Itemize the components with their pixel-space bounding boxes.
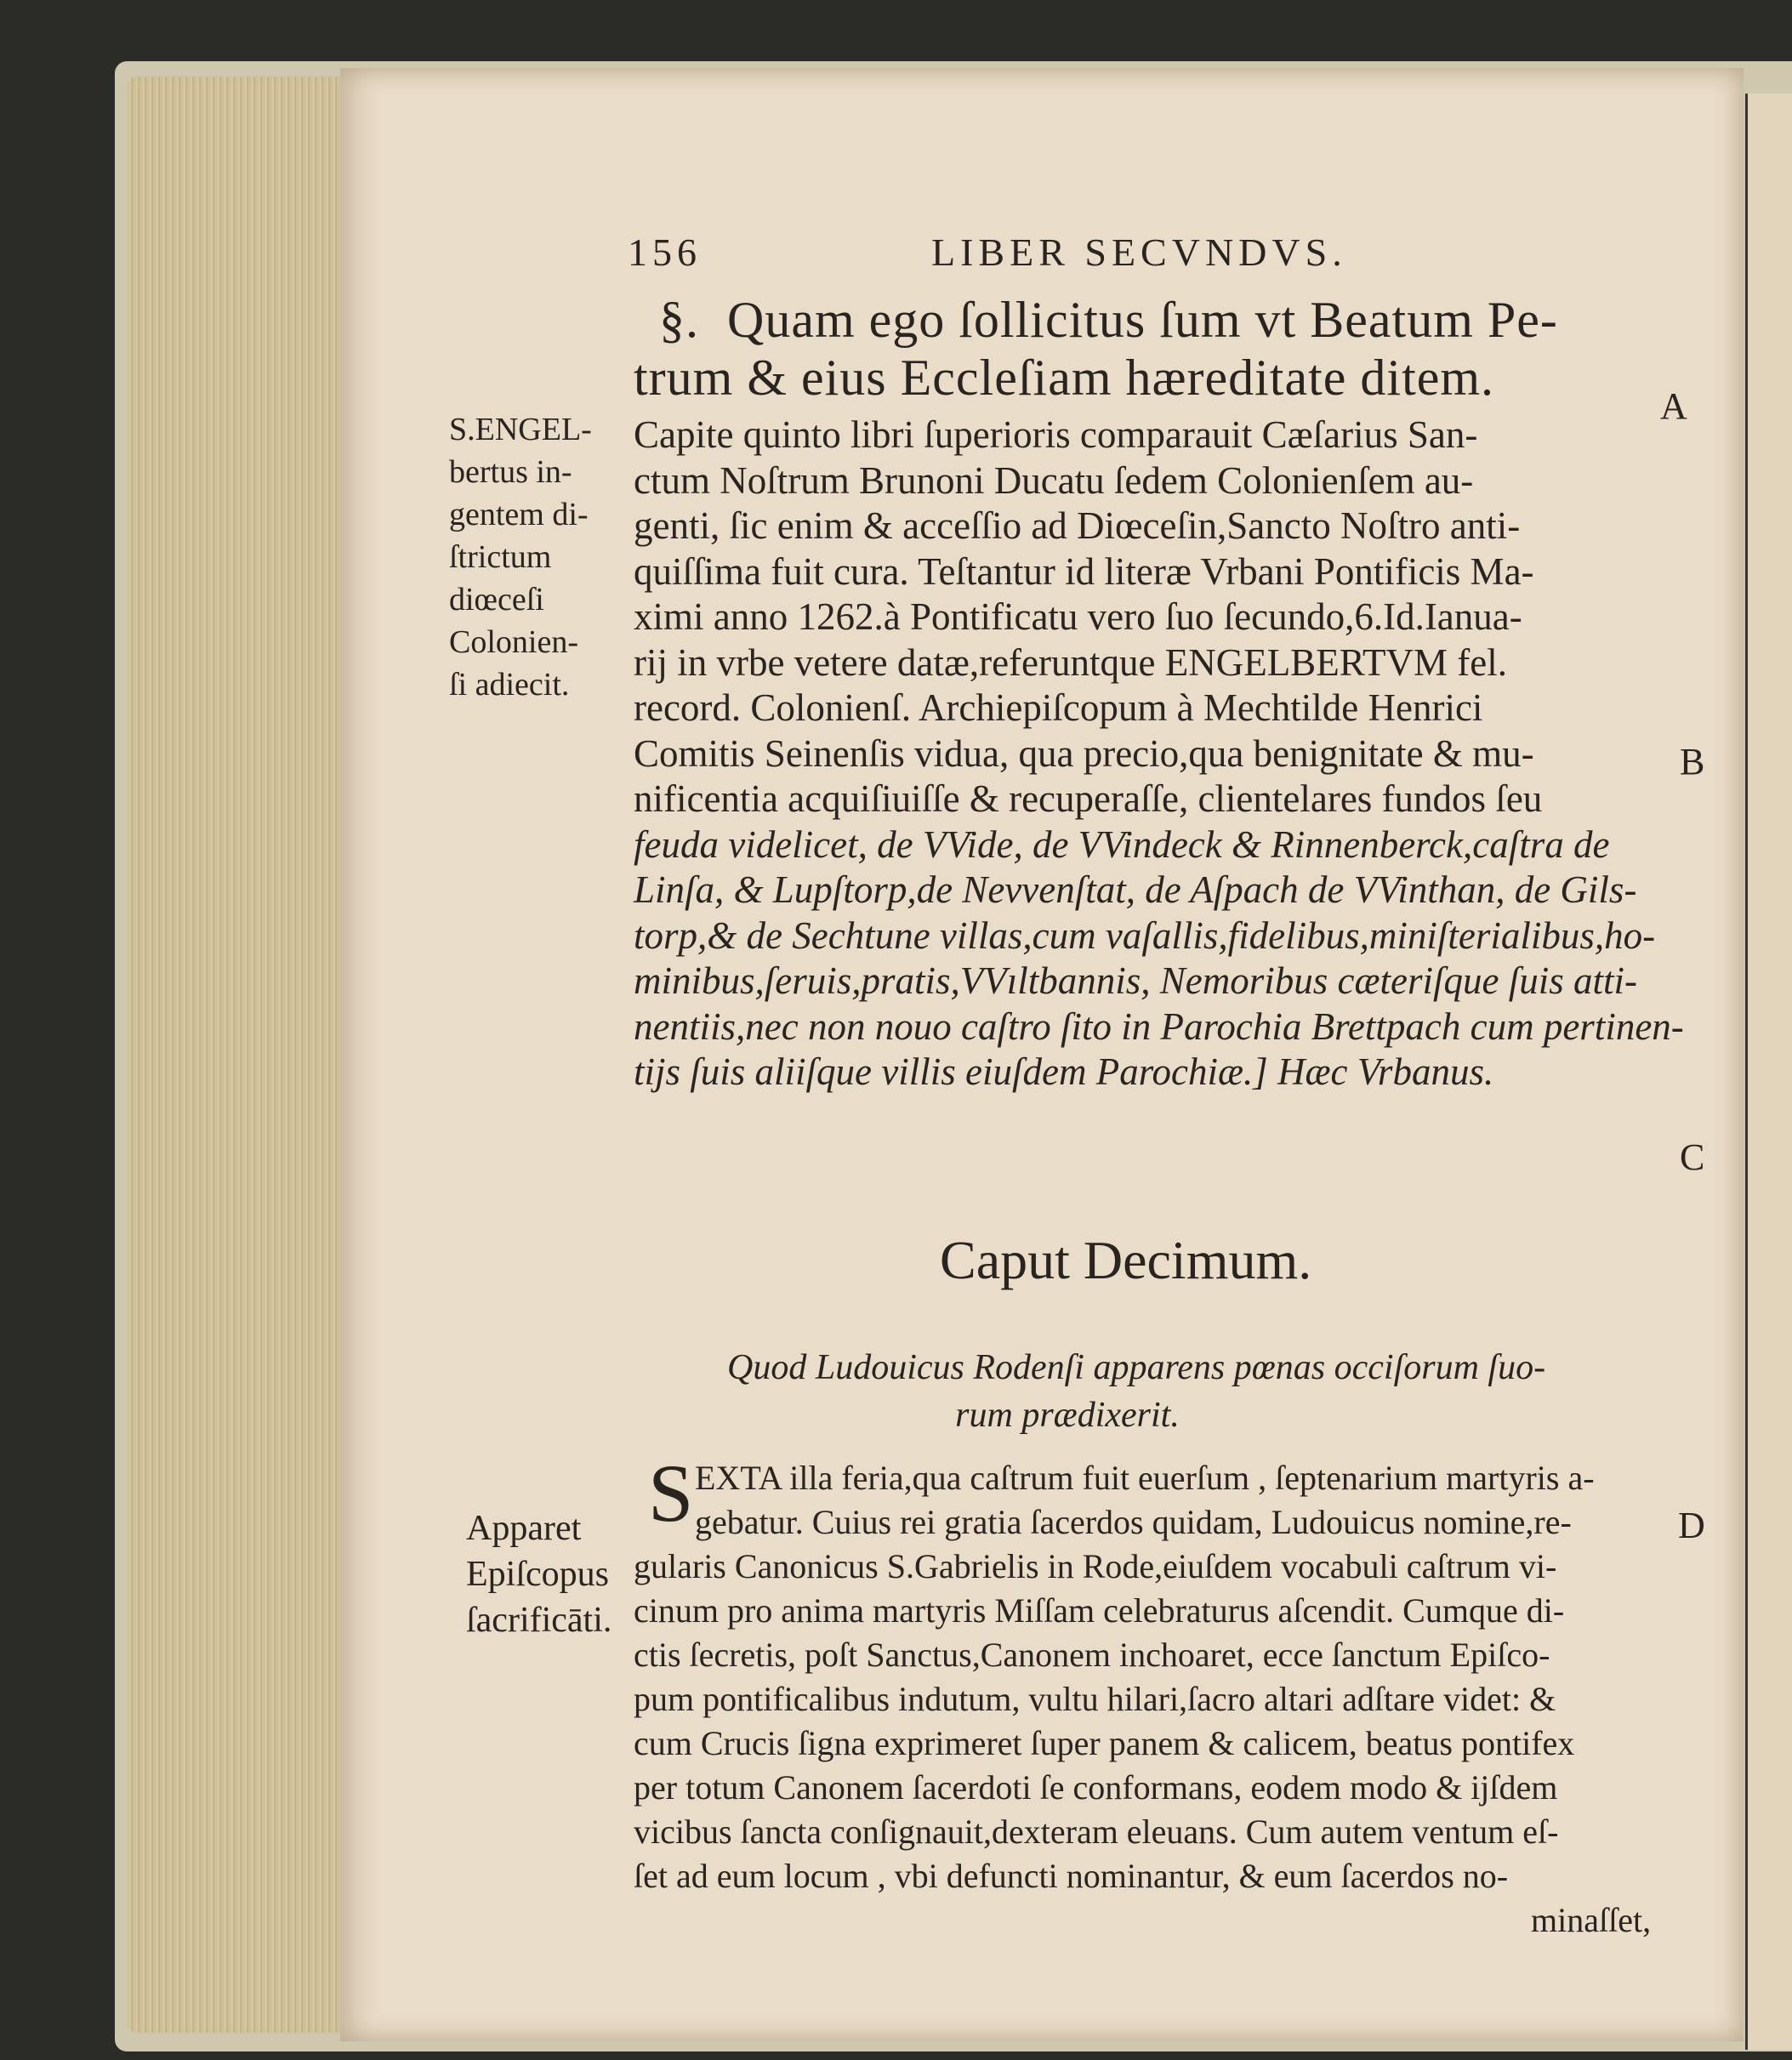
text-line: ximi anno 1262.à Pontificatu vero ſuo ſecundo,6.Id.Ianua- — [634, 595, 1522, 638]
chapter-summary — [727, 1344, 1546, 1439]
text-line: cum Crucis ſigna exprimeret ſuper panem & calicem, beatus pontifex — [634, 1724, 1575, 1762]
text-line: per totum Canonem ſacerdoti ſe conformans, eodem modo & ijſdem — [634, 1768, 1558, 1807]
text-line: EXTA illa feria,qua caſtrum fuit euerſum , ſeptenarium martyris a- — [695, 1459, 1595, 1497]
text-line: nentiis,nec non nouo caſtro ſito in Parochia Brettpach cum pertinen- — [634, 1004, 1684, 1048]
main-line-1: Quam ego ſollicitus ſum vt Beatum Pe- — [727, 292, 1558, 348]
margin-note-line: bertus in- — [449, 454, 572, 490]
text-line: gularis Canonicus S.Gabrielis in Rode,eiuſdem vocabuli caſtrum vi- — [634, 1547, 1557, 1585]
margin-note-line: Epiſcopus — [466, 1555, 609, 1594]
text-line: feuda videlicet, de VVide, de VVindeck & Rinnenberck,caſtra de — [634, 822, 1610, 866]
margin-note-line: Apparet — [466, 1509, 582, 1548]
paragraph-2 — [634, 1456, 1651, 1943]
margin-note-line: ſi adiecit. — [449, 667, 570, 703]
text-line: record. Colonienſ. Archiepiſcopum à Mechtilde Henrici — [634, 686, 1483, 729]
text-line: Linſa, & Lupſtorp,de Nevvenſtat, de Aſpach de VVinthan, de Gils- — [634, 868, 1637, 911]
text-line: gebatur. Cuius rei gratia ſacerdos quidam, Ludouicus nomine,re- — [695, 1503, 1572, 1541]
text-line: nificentia acquiſiuiſſe & recuperaſſe, clientelares fundos ſeu — [634, 777, 1543, 820]
margin-note-line: S.ENGEL- — [449, 412, 592, 447]
margin-note-line: Colonien- — [449, 624, 578, 660]
margin-note-line: diœceſi — [449, 582, 544, 617]
section-marker: §. — [659, 292, 699, 348]
summary-line: rum prædixerit. — [955, 1396, 1180, 1435]
text-line: ſet ad eum locum , vbi defuncti nominantur, & eum ſacerdos no- — [634, 1857, 1509, 1895]
margin-note-line: ſtrictum — [449, 539, 552, 575]
text-line: cinum pro anima martyris Miſſam celebraturus aſcendit. Cumque di- — [634, 1591, 1565, 1630]
section-letter-a: A — [1660, 385, 1687, 427]
text-line: Capite quinto libri ſuperioris comparauit Cæſarius San- — [634, 413, 1478, 456]
text-line: tijs ſuis aliiſque villis eiuſdem Parochiæ.] Hæc Vrbanus. — [634, 1050, 1494, 1093]
text-line: vicibus ſancta conſignauit,dexteram eleuans. Cum autem ventum eſ- — [634, 1812, 1559, 1851]
section-letter-b: B — [1680, 741, 1705, 782]
text-line: minibus,ſeruis,pratis,VVıltbannis, Nemoribus cæteriſque ſuis atti- — [634, 959, 1638, 1002]
running-head: LIBER SECVNDVS. — [931, 230, 1347, 274]
chapter-title: Caput Decimum. — [940, 1230, 1312, 1290]
drop-cap: S — [648, 1448, 694, 1539]
page-block-edge — [128, 77, 340, 2033]
section-letter-c: C — [1680, 1136, 1705, 1178]
book-page — [340, 68, 1744, 2041]
facing-page-edge — [1745, 94, 1792, 2050]
paragraph-1 — [634, 413, 1684, 1095]
text-line: ctis ſecretis, poſt Sanctus,Canonem inchoaret, ecce ſanctum Epiſco- — [634, 1636, 1550, 1674]
margin-note-2 — [466, 1505, 612, 1643]
margin-note-1 — [449, 408, 592, 706]
margin-note-line: ſacrificāti. — [466, 1601, 612, 1640]
text-line: torp,& de Sechtune villas,cum vaſallis,fidelibus,miniſterialibus,ho- — [634, 913, 1656, 957]
margin-note-line: gentem di- — [449, 497, 589, 532]
text-line: genti, ſic enim & acceſſio ad Diœceſin,Sancto Noſtro anti- — [634, 504, 1521, 547]
main-line-2: trum & eius Eccleſiam hæreditate ditem. — [634, 350, 1495, 406]
text-line: minaſſet, — [1531, 1901, 1652, 1939]
summary-line: Quod Ludouicus Rodenſi apparens pœnas occiſorum ſuo- — [727, 1348, 1546, 1387]
text-line: quiſſima fuit cura. Teſtantur id literæ Vrbani Pontificis Ma- — [634, 549, 1534, 593]
text-line: Comitis Seinenſis vidua, qua precio,qua benignitate & mu- — [634, 731, 1534, 775]
section-letter-d: D — [1678, 1505, 1705, 1546]
page-number: 156 — [628, 230, 702, 274]
text-line: pum pontificalibus indutum, vultu hilari,ſacro altari adſtare videt: & — [634, 1680, 1556, 1718]
text-line: ctum Noſtrum Brunoni Ducatu ſedem Colonienſem au- — [634, 458, 1474, 502]
text-line: rij in vrbe vetere datæ,referuntque ENGELBERTVM fel. — [634, 640, 1507, 684]
